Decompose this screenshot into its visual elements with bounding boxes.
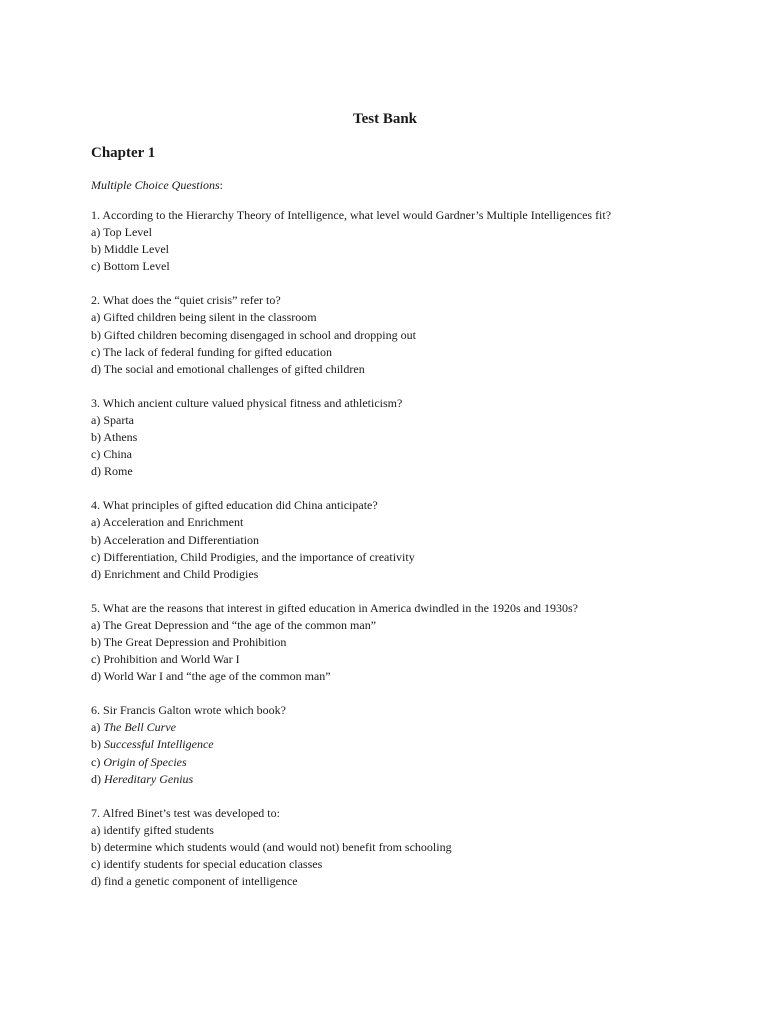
question-4 [91, 497, 731, 582]
question-text: 5. What are the reasons that interest in gifted education in America dwindled in the 1920s and 1930s? [91, 600, 578, 615]
option-text: Gifted children becoming disengaged in school and dropping out [104, 327, 416, 342]
question-text: 4. What principles of gifted education did China anticipate? [91, 498, 378, 513]
answer-option [91, 327, 731, 344]
option-letter: d) [91, 361, 101, 376]
option-letter: a) [91, 412, 101, 427]
option-text: Rome [104, 464, 133, 479]
option-text: China [103, 447, 132, 462]
option-letter: d) [91, 771, 101, 786]
question-text: 6. Sir Francis Galton wrote which book? [91, 703, 286, 718]
option-letter: d) [91, 566, 101, 581]
option-text: Differentiation, Child Prodigies, and the importance of creativity [103, 549, 415, 564]
option-text: Origin of Species [103, 754, 187, 769]
question-1 [91, 207, 731, 275]
question-3 [91, 395, 731, 480]
answer-option [91, 719, 731, 736]
document-title: Test Bank [352, 111, 418, 127]
option-text: Gifted children being silent in the classroom [103, 310, 317, 325]
section-heading [91, 178, 223, 193]
answer-option [91, 651, 731, 668]
option-text: identify students for special education classes [103, 857, 323, 871]
option-letter: d) [91, 464, 101, 479]
option-text: The Great Depression and Prohibition [103, 634, 287, 649]
option-letter: b) [91, 327, 101, 342]
answer-option [91, 463, 731, 480]
answer-option [91, 514, 731, 531]
option-letter: a) [91, 515, 101, 530]
option-letter: a) [91, 617, 101, 632]
question-list [91, 207, 731, 907]
answer-option [91, 822, 731, 839]
answer-option [91, 617, 731, 634]
answer-option [91, 566, 731, 583]
chapter-heading: Chapter 1 [91, 145, 156, 161]
option-text: Athens [103, 430, 138, 445]
question-5 [91, 600, 731, 685]
option-letter: b) [91, 532, 101, 547]
option-letter: c) [91, 857, 101, 871]
answer-option [91, 258, 731, 275]
answer-option [91, 856, 731, 873]
answer-option [91, 532, 731, 549]
question-7 [91, 805, 731, 890]
option-text: find a genetic component of intelligence [104, 874, 298, 889]
question-6 [91, 702, 731, 787]
answer-option [91, 771, 731, 788]
answer-option [91, 446, 731, 463]
option-letter: a) [91, 822, 101, 837]
answer-option [91, 429, 731, 446]
option-letter: b) [91, 737, 101, 752]
answer-option [91, 668, 731, 685]
answer-option [91, 839, 731, 856]
option-text: Top Level [103, 225, 152, 240]
option-text: Sparta [103, 412, 134, 427]
option-letter: a) [91, 225, 101, 240]
option-text: Enrichment and Child Prodigies [104, 566, 259, 581]
option-letter: c) [91, 754, 101, 769]
option-text: Hereditary Genius [104, 771, 194, 786]
option-letter: d) [91, 669, 101, 684]
question-text: 7. Alfred Binet’s test was developed to: [91, 805, 280, 820]
answer-option [91, 873, 731, 890]
option-text: Successful Intelligence [104, 737, 214, 752]
answer-option [91, 309, 731, 326]
option-text: Bottom Level [103, 259, 170, 274]
answer-option [91, 412, 731, 429]
option-text: Middle Level [104, 242, 169, 257]
option-letter: a) [91, 310, 101, 325]
option-letter: a) [91, 720, 101, 735]
option-letter: c) [91, 259, 101, 274]
answer-option [91, 344, 731, 361]
answer-option [91, 754, 731, 771]
option-letter: c) [91, 549, 101, 564]
answer-option [91, 361, 731, 378]
option-letter: c) [91, 447, 101, 462]
option-letter: b) [91, 839, 101, 854]
option-text: determine which students would (and would not) benefit from schooling [104, 839, 452, 854]
option-text: The Great Depression and “the age of the common man” [103, 617, 377, 632]
option-text: World War I and “the age of the common man” [103, 669, 331, 684]
option-letter: d) [91, 874, 101, 889]
question-text: 2. What does the “quiet crisis” refer to? [91, 293, 281, 308]
option-letter: c) [91, 344, 101, 359]
option-text: The lack of federal funding for gifted education [103, 344, 333, 359]
question-2 [91, 292, 731, 377]
answer-option [91, 549, 731, 566]
option-text: Acceleration and Enrichment [102, 515, 244, 530]
section-colon: : [219, 178, 223, 192]
question-text: 1. According to the Hierarchy Theory of Intelligence, what level would Gardner’s Multiple Intelligences fit? [91, 208, 612, 222]
answer-option [91, 736, 731, 753]
option-letter: c) [91, 652, 101, 667]
option-letter: b) [91, 634, 101, 649]
answer-option [91, 224, 731, 241]
answer-option [91, 634, 731, 651]
option-text: Acceleration and Differentiation [103, 532, 260, 547]
section-label: Multiple Choice Questions [91, 178, 220, 192]
option-text: The social and emotional challenges of gifted children [103, 361, 365, 376]
option-text: Prohibition and World War I [103, 652, 240, 667]
answer-option [91, 241, 731, 258]
option-text: The Bell Curve [103, 720, 176, 735]
option-letter: b) [91, 430, 101, 445]
option-letter: b) [91, 242, 101, 257]
option-text: identify gifted students [103, 822, 214, 837]
question-text: 3. Which ancient culture valued physical fitness and athleticism? [91, 395, 403, 410]
